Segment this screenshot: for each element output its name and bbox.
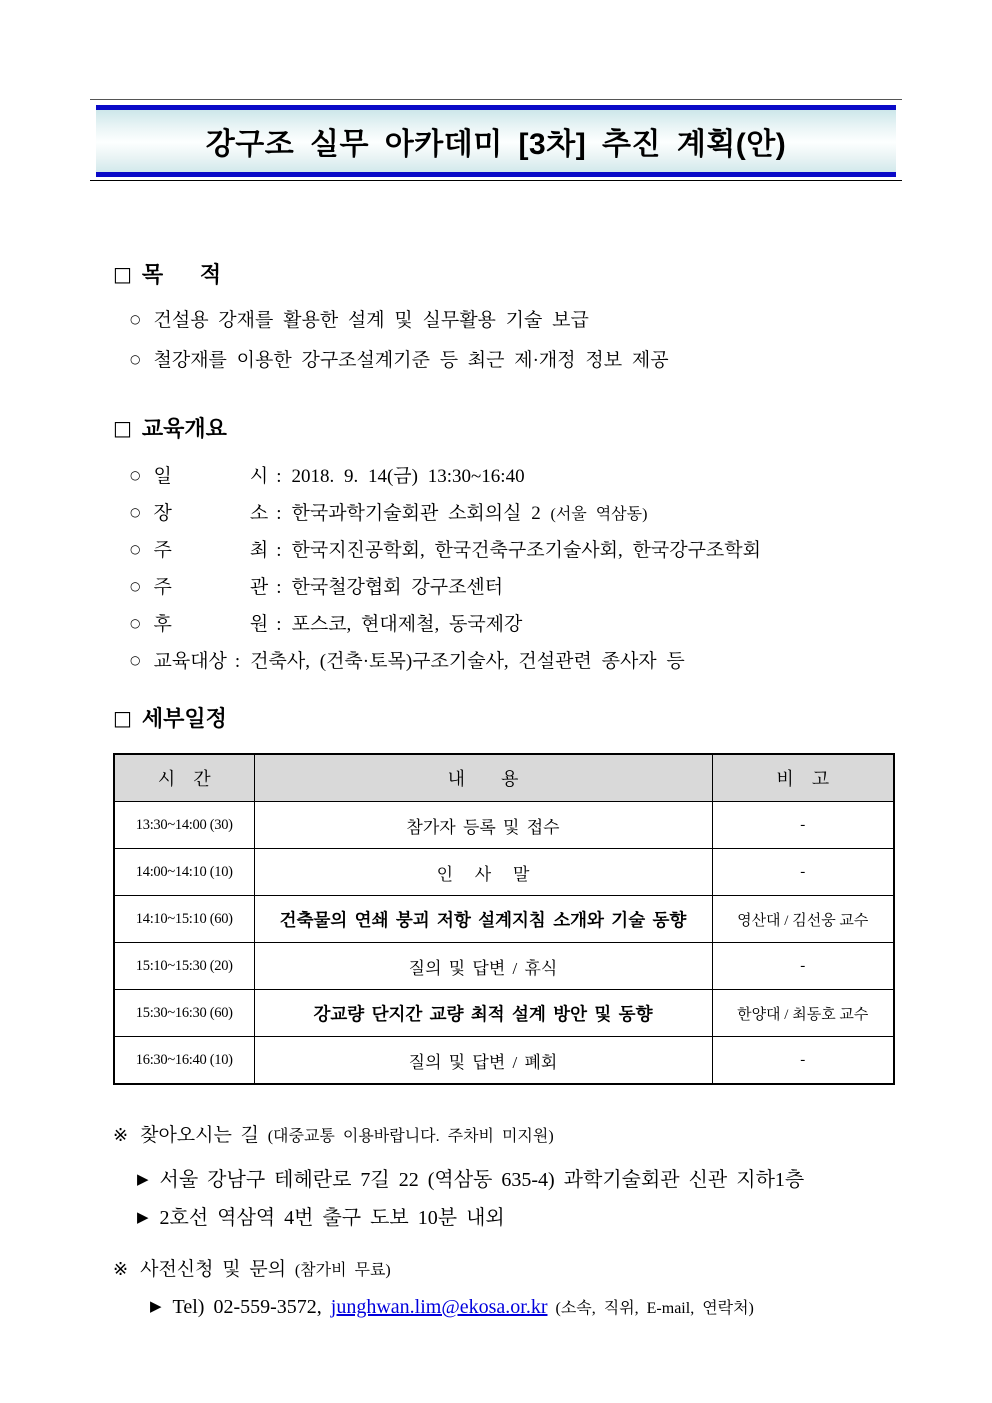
header-content: 내 용 bbox=[254, 754, 712, 802]
content-cell: 질의 및 답변 / 폐회 bbox=[254, 1037, 712, 1085]
arrow-bullet-icon: ▶ bbox=[137, 1208, 149, 1226]
circle-bullet-icon: ○ bbox=[130, 352, 141, 366]
circle-bullet-icon: ○ bbox=[130, 653, 141, 667]
arrow-bullet-icon: ▶ bbox=[137, 1170, 149, 1188]
purpose-item-text: 철강재를 이용한 강구조설계기준 등 최근 제·개정 정보 제공 bbox=[153, 350, 669, 371]
contact-heading-note: (참가비 무료) bbox=[294, 1262, 391, 1279]
header-note: 비 고 bbox=[712, 754, 894, 802]
circle-bullet-icon: ○ bbox=[130, 312, 141, 326]
directions-item-subway bbox=[137, 1201, 505, 1230]
purpose-heading bbox=[113, 258, 221, 289]
contact-line bbox=[150, 1295, 754, 1319]
arrow-bullet-icon: ▶ bbox=[150, 1297, 162, 1315]
schedule-heading-label: 세부일정 bbox=[141, 706, 227, 731]
overview-item-value: 2018. 9. 14(금) 13:30~16:40 bbox=[291, 466, 525, 487]
table-row bbox=[114, 990, 894, 1037]
directions-heading bbox=[113, 1120, 554, 1147]
colon-separator: : bbox=[276, 503, 282, 524]
circle-bullet-icon: ○ bbox=[130, 505, 141, 519]
overview-item-value: 한국지진공학회, 한국건축구조기술사회, 한국강구조학회 bbox=[291, 540, 761, 561]
table-header-row bbox=[114, 754, 894, 802]
note-cell: - bbox=[712, 849, 894, 896]
directions-heading-label: 찾아오시는 길 bbox=[140, 1125, 259, 1146]
directions-item-text: 서울 강남구 테헤란로 7길 22 (역삼동 635-4) 과학기술회관 신관 지하1층 bbox=[159, 1169, 805, 1191]
purpose-item bbox=[130, 345, 669, 372]
purpose-item bbox=[130, 305, 589, 332]
table-row bbox=[114, 802, 894, 849]
time-cell: 15:30~16:30 (60) bbox=[114, 990, 254, 1037]
table-row bbox=[114, 849, 894, 896]
overview-item-sponsor bbox=[130, 609, 522, 636]
content-cell: 질의 및 답변 / 휴식 bbox=[254, 943, 712, 990]
square-bullet-icon: □ bbox=[113, 415, 132, 440]
time-cell: 13:30~14:00 (30) bbox=[114, 802, 254, 849]
table-row bbox=[114, 943, 894, 990]
note-cell: - bbox=[712, 943, 894, 990]
purpose-heading-label: 목 적 bbox=[141, 262, 222, 287]
colon-separator: : bbox=[276, 577, 282, 598]
time-cell: 15:10~15:30 (20) bbox=[114, 943, 254, 990]
contact-heading-label: 사전신청 및 문의 bbox=[140, 1259, 287, 1280]
overview-item-venue bbox=[130, 498, 647, 525]
overview-heading bbox=[113, 412, 227, 443]
square-bullet-icon: □ bbox=[113, 261, 132, 286]
note-cell: - bbox=[712, 1037, 894, 1085]
reference-mark-icon: ※ bbox=[113, 1259, 129, 1280]
square-bullet-icon: □ bbox=[113, 705, 132, 730]
circle-bullet-icon: ○ bbox=[130, 616, 141, 630]
title-banner-inner bbox=[96, 105, 896, 177]
colon-separator: : bbox=[276, 540, 282, 561]
colon-separator: : bbox=[276, 466, 282, 487]
content-cell: 강교량 단지간 교량 최적 설계 방안 및 동향 bbox=[254, 990, 712, 1037]
note-cell: 한양대 / 최동호 교수 bbox=[712, 990, 894, 1037]
overview-item-note: (서울 역삼동) bbox=[550, 506, 648, 523]
note-cell: 영산대 / 김선웅 교수 bbox=[712, 896, 894, 943]
circle-bullet-icon: ○ bbox=[130, 579, 141, 593]
overview-item-label: 후 원 bbox=[153, 614, 269, 635]
overview-item-label: 교육대상 bbox=[153, 651, 227, 672]
note-cell: - bbox=[712, 802, 894, 849]
time-cell: 14:00~14:10 (10) bbox=[114, 849, 254, 896]
circle-bullet-icon: ○ bbox=[130, 468, 141, 482]
content-cell: 참가자 등록 및 접수 bbox=[254, 802, 712, 849]
overview-item-value: 건축사, (건축·토목)구조기술사, 건설관련 종사자 등 bbox=[250, 651, 685, 672]
content-cell: 인 사 말 bbox=[254, 849, 712, 896]
table-row bbox=[114, 896, 894, 943]
reference-mark-icon: ※ bbox=[113, 1125, 129, 1146]
overview-item-value: 포스코, 현대제철, 동국제강 bbox=[291, 614, 523, 635]
colon-separator: : bbox=[234, 651, 241, 672]
overview-item-audience bbox=[130, 646, 685, 673]
schedule-heading bbox=[113, 702, 227, 733]
overview-item-value: 한국철강협회 강구조센터 bbox=[291, 577, 504, 598]
overview-item-host bbox=[130, 535, 761, 562]
content-cell: 건축물의 연쇄 붕괴 저항 설계지침 소개와 기술 동향 bbox=[254, 896, 712, 943]
overview-item-label: 주 관 bbox=[153, 577, 269, 598]
circle-bullet-icon: ○ bbox=[130, 542, 141, 556]
directions-item-text: 2호선 역삼역 4번 출구 도보 10분 내외 bbox=[159, 1207, 505, 1229]
contact-heading bbox=[113, 1254, 391, 1281]
overview-item-organizer bbox=[130, 572, 503, 599]
overview-item-label: 주 최 bbox=[153, 540, 269, 561]
title-banner bbox=[90, 99, 902, 181]
contact-suffix: (소속, 직위, E-mail, 연락처) bbox=[547, 1300, 754, 1317]
header-time: 시 간 bbox=[114, 754, 254, 802]
contact-email-link[interactable]: junghwan.lim@ekosa.or.kr bbox=[330, 1296, 548, 1318]
overview-item-label: 장 소 bbox=[153, 503, 269, 524]
table-row bbox=[114, 1037, 894, 1085]
contact-tel: Tel) 02-559-3572, bbox=[172, 1296, 331, 1318]
colon-separator: : bbox=[276, 614, 282, 635]
overview-item-datetime bbox=[130, 461, 525, 488]
time-cell: 16:30~16:40 (10) bbox=[114, 1037, 254, 1085]
time-cell: 14:10~15:10 (60) bbox=[114, 896, 254, 943]
schedule-table bbox=[113, 753, 895, 1085]
page-title: 강구조 실무 아카데미 [3차] 추진 계획(안) bbox=[205, 128, 787, 161]
directions-heading-note: (대중교통 이용바랍니다. 주차비 미지원) bbox=[267, 1128, 554, 1145]
directions-item-address bbox=[137, 1163, 804, 1192]
overview-heading-label: 교육개요 bbox=[141, 416, 227, 441]
overview-item-label: 일 시 bbox=[153, 466, 269, 487]
overview-item-value: 한국과학기술회관 소회의실 2 bbox=[291, 503, 541, 524]
purpose-item-text: 건설용 강재를 활용한 설계 및 실무활용 기술 보급 bbox=[153, 310, 589, 331]
